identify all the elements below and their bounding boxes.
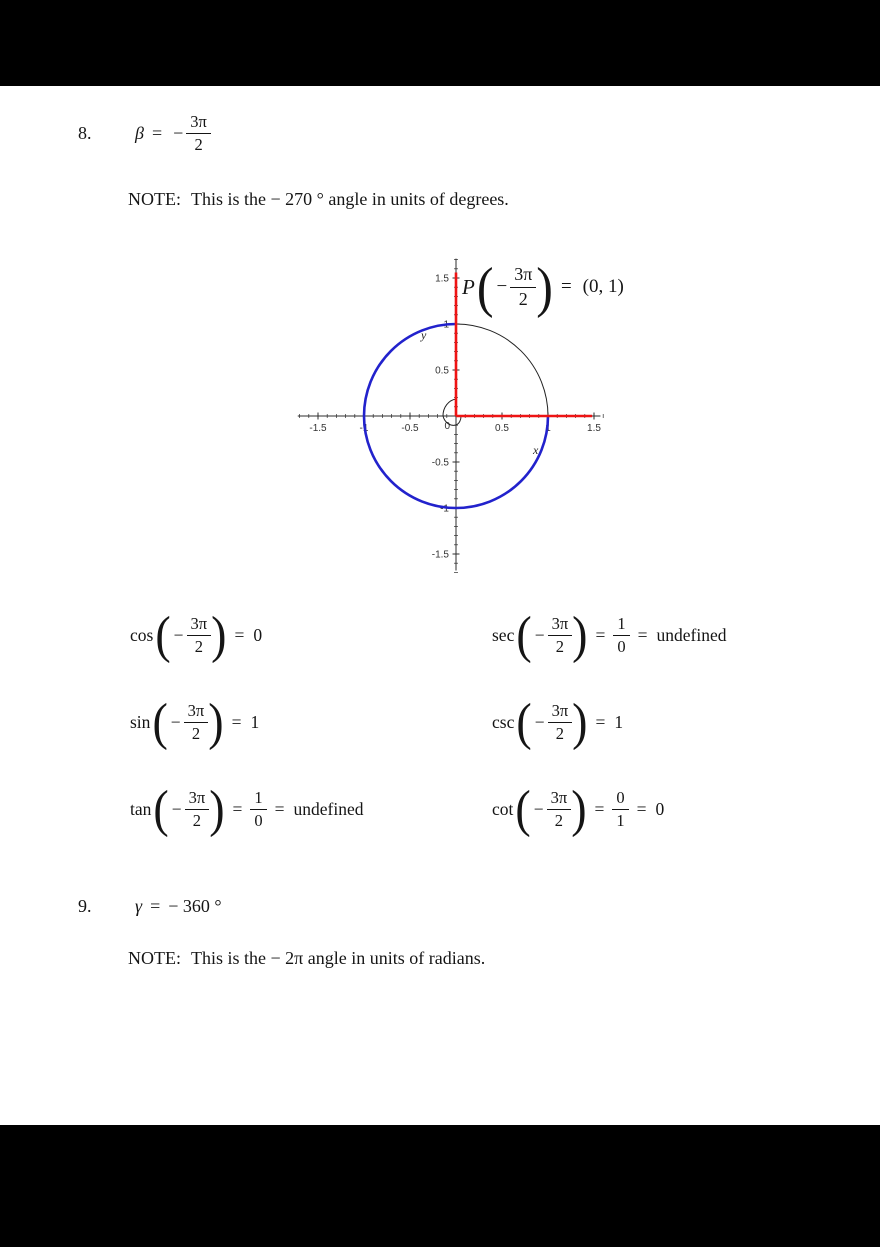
fraction-denominator: 2	[187, 635, 212, 657]
right-paren: )	[209, 779, 225, 837]
note-post-text: angle in units of radians.	[307, 948, 486, 968]
left-paren: (	[155, 605, 171, 663]
right-paren: )	[571, 779, 587, 837]
note-problem-9	[128, 948, 485, 969]
sin-expression	[130, 689, 259, 755]
variable-gamma: γ	[135, 896, 143, 916]
right-paren: )	[536, 255, 553, 319]
fraction-3pi-2	[547, 788, 572, 831]
fraction-3pi-2	[184, 701, 209, 744]
problem-9-heading	[78, 896, 222, 917]
fraction-numerator: 3π	[551, 700, 569, 720]
problem-8-heading	[78, 112, 211, 155]
equals-sign: =	[636, 798, 647, 819]
fraction-numerator: 0	[616, 787, 625, 807]
minus-sign: −	[533, 798, 544, 819]
equals-sign: =	[234, 624, 245, 645]
fraction-denominator: 0	[613, 635, 629, 657]
sec-expression	[492, 602, 726, 668]
svg-text:-1.5: -1.5	[431, 549, 449, 561]
fraction-3pi-2	[548, 701, 573, 744]
fraction-denominator: 2	[186, 133, 211, 155]
svg-text:0.5: 0.5	[495, 423, 509, 434]
origin-label: 0	[444, 421, 450, 432]
point-coordinates: (0, 1)	[582, 276, 624, 297]
note-problem-8	[128, 189, 509, 210]
note-label: NOTE:	[128, 948, 181, 968]
equals-sign: =	[274, 798, 285, 819]
left-paren: (	[516, 692, 532, 750]
equals-sign: =	[560, 276, 572, 297]
minus-sign: −	[534, 624, 545, 645]
fraction-denominator: 2	[548, 635, 573, 657]
minus-sign: −	[534, 711, 545, 732]
fraction-numerator: 1	[254, 787, 263, 807]
fraction-numerator: 3π	[188, 787, 206, 807]
function-name: sin	[130, 711, 151, 732]
left-paren: (	[153, 779, 169, 837]
svg-text:-0.5: -0.5	[401, 423, 419, 434]
function-name: sec	[492, 624, 515, 645]
minus-sign: −	[170, 711, 181, 732]
angle-spiral	[443, 399, 461, 425]
point-p-symbol: P	[462, 274, 475, 299]
fraction-denominator: 2	[548, 722, 573, 744]
fraction-denominator: 2	[185, 809, 210, 831]
csc-expression	[492, 689, 623, 755]
fraction-numerator: 3π	[187, 700, 205, 720]
fraction-value	[250, 788, 266, 831]
fraction-numerator: 3π	[190, 112, 207, 131]
equals-sign: =	[232, 798, 243, 819]
svg-text:1.5: 1.5	[435, 273, 449, 285]
left-paren: (	[152, 692, 168, 750]
result-value: undefined	[293, 798, 364, 819]
fraction-3pi-2	[187, 614, 212, 657]
right-paren: )	[211, 605, 227, 663]
svg-text:0.5: 0.5	[435, 365, 449, 377]
equals-sign: =	[637, 624, 648, 645]
result-value: 0	[655, 798, 665, 819]
note-pre-text: This is the	[191, 948, 266, 968]
function-name: cos	[130, 624, 154, 645]
p-point-label	[462, 255, 624, 319]
fraction-3pi-2	[510, 264, 536, 310]
minus-sign: −	[173, 624, 184, 645]
minus-sign: −	[173, 122, 184, 143]
note-pre-text: This is the	[191, 189, 266, 209]
problem-number: 8.	[78, 122, 92, 143]
svg-text:-1.5: -1.5	[309, 423, 327, 434]
right-paren: )	[572, 692, 588, 750]
fraction-3pi-2	[548, 614, 573, 657]
equals-sign: =	[150, 896, 161, 916]
svg-text:1: 1	[443, 319, 449, 331]
svg-text:-0.5: -0.5	[431, 457, 449, 469]
angle-value: − 360 °	[168, 896, 222, 916]
result-value: 1	[614, 711, 624, 732]
equals-sign: =	[594, 798, 605, 819]
y-axis-name: y	[421, 328, 427, 342]
note-math-text: − 270 °	[270, 189, 324, 209]
minus-sign: −	[496, 276, 508, 297]
equals-sign: =	[151, 122, 163, 143]
fraction-value	[613, 614, 629, 657]
fraction-value	[612, 788, 628, 831]
fraction-3pi-2	[185, 788, 210, 831]
note-math-text: − 2π	[270, 948, 304, 968]
fraction-denominator: 2	[547, 809, 572, 831]
x-axis-name: x	[533, 443, 539, 457]
fraction-denominator: 2	[510, 287, 536, 311]
equals-sign: =	[595, 711, 606, 732]
svg-text:-1: -1	[440, 503, 449, 515]
tan-expression	[130, 776, 364, 842]
fraction-numerator: 3π	[550, 787, 568, 807]
svg-text:1: 1	[545, 423, 551, 434]
note-label: NOTE:	[128, 189, 181, 209]
left-paren: (	[516, 605, 532, 663]
right-paren: )	[208, 692, 224, 750]
equals-sign: =	[595, 624, 606, 645]
function-name: csc	[492, 711, 515, 732]
right-paren: )	[572, 605, 588, 663]
result-value: 0	[253, 624, 263, 645]
cos-expression	[130, 602, 262, 668]
fraction-denominator: 2	[184, 722, 209, 744]
problem-number: 9.	[78, 896, 92, 916]
equals-sign: =	[231, 711, 242, 732]
fraction-numerator: 1	[617, 613, 626, 633]
svg-text:1.5: 1.5	[587, 423, 601, 434]
left-paren: (	[515, 779, 531, 837]
fraction-numerator: 3π	[514, 263, 533, 284]
fraction-denominator: 1	[612, 809, 628, 831]
note-post-text: angle in units of degrees.	[328, 189, 509, 209]
variable-beta: β	[135, 122, 144, 143]
function-name: tan	[130, 798, 152, 819]
fraction-denominator: 0	[250, 809, 266, 831]
document-page	[0, 86, 880, 1125]
thin-circle-arc	[456, 324, 548, 416]
left-paren: (	[476, 255, 494, 319]
fraction-numerator: 3π	[190, 613, 208, 633]
fraction-3pi-2	[186, 112, 211, 155]
svg-text:-1: -1	[359, 423, 369, 434]
minus-sign: −	[171, 798, 182, 819]
function-name: cot	[492, 798, 514, 819]
graph-area	[290, 254, 650, 589]
result-value: 1	[250, 711, 260, 732]
fraction-numerator: 3π	[551, 613, 569, 633]
cot-expression	[492, 776, 664, 842]
result-value: undefined	[656, 624, 727, 645]
